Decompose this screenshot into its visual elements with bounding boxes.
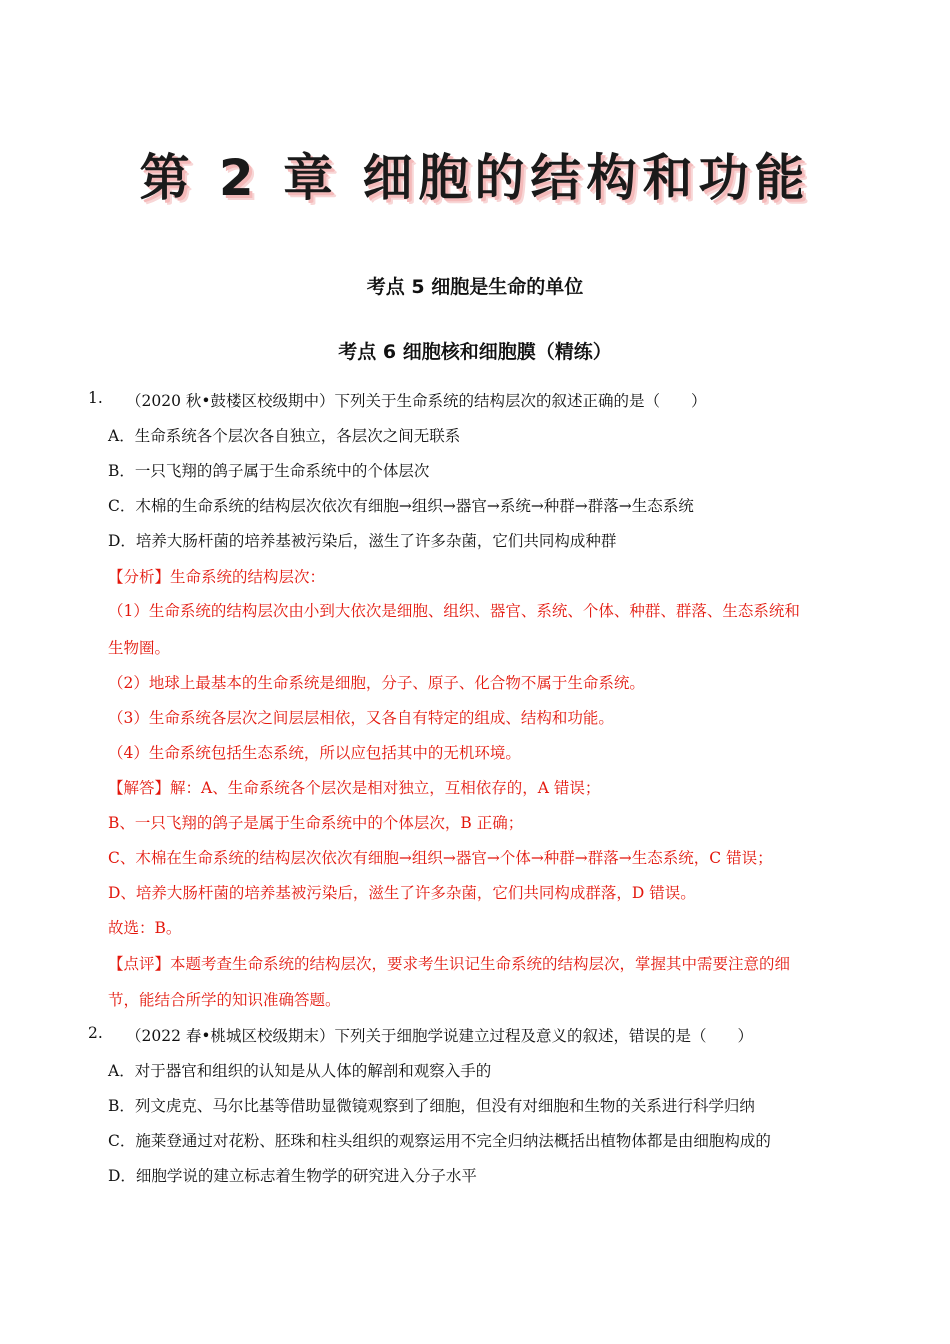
question-2-number: 2. <box>88 1024 103 1042</box>
section-title-1: 考点 5 细胞是生命的单位 <box>366 276 584 298</box>
answer-c: C、木棉在生命系统的结构层次依次有细胞→组织→器官→个体→种群→群落→生态系统，C 错误； <box>108 849 773 867</box>
answer-d: D、培养大肠杆菌的培养基被污染后，滋生了许多杂菌，它们共同构成群落，D 错误。 <box>108 884 696 902</box>
answer-heading: 【解答】解：A、生命系统各个层次是相对独立，互相依存的，A 错误； <box>108 779 601 797</box>
question-1-stem: （2020 秋•鼓楼区校级期中）下列关于生命系统的结构层次的叙述正确的是（ ） <box>126 392 707 410</box>
question-1-option-b: B．一只飞翔的鸽子属于生命系统中的个体层次 <box>108 462 430 480</box>
comment-cont: 节，能结合所学的知识准确答题。 <box>108 991 341 1009</box>
analysis-point-2: （2）地球上最基本的生命系统是细胞，分子、原子、化合物不属于生命系统。 <box>108 674 645 692</box>
question-1-option-a: A．生命系统各个层次各自独立，各层次之间无联系 <box>108 427 461 445</box>
question-2-stem: （2022 春•桃城区校级期末）下列关于细胞学说建立过程及意义的叙述，错误的是（ ） <box>126 1027 754 1045</box>
analysis-point-1: （1）生命系统的结构层次由小到大依次是细胞、组织、器官、系统、个体、种群、群落、生态系统和 <box>108 602 800 620</box>
analysis-heading: 【分析】生命系统的结构层次： <box>108 568 326 586</box>
question-2-option-c: C．施莱登通过对花粉、胚珠和柱头组织的观察运用不完全归纳法概括出植物体都是由细胞构成的 <box>108 1132 771 1150</box>
comment: 【点评】本题考查生命系统的结构层次，要求考生识记生命系统的结构层次，掌握其中需要注意的细 <box>108 955 791 973</box>
analysis-point-3: （3）生命系统各层次之间层层相依，又各自有特定的组成、结构和功能。 <box>108 709 614 727</box>
chapter-title: 第 2 章 细胞的结构和功能 <box>139 149 811 207</box>
analysis-point-1-cont: 生物圈。 <box>108 639 171 657</box>
section-title-2: 考点 6 细胞核和细胞膜（精练） <box>338 341 612 363</box>
question-2-option-a: A．对于器官和组织的认知是从人体的解剖和观察入手的 <box>108 1062 492 1080</box>
question-1-option-d: D．培养大肠杆菌的培养基被污染后，滋生了许多杂菌，它们共同构成种群 <box>108 532 617 550</box>
question-2-option-d: D．细胞学说的建立标志着生物学的研究进入分子水平 <box>108 1167 477 1185</box>
question-2-option-b: B．列文虎克、马尔比基等借助显微镜观察到了细胞，但没有对细胞和生物的关系进行科学归纳 <box>108 1097 755 1115</box>
question-1-option-c: C．木棉的生命系统的结构层次依次有细胞→组织→器官→系统→种群→群落→生态系统 <box>108 497 694 515</box>
question-1-number: 1. <box>88 389 103 407</box>
answer-b: B、一只飞翔的鸽子是属于生命系统中的个体层次，B 正确； <box>108 814 524 832</box>
analysis-point-4: （4）生命系统包括生态系统，所以应包括其中的无机环境。 <box>108 744 521 762</box>
answer-choice: 故选：B。 <box>108 919 182 937</box>
